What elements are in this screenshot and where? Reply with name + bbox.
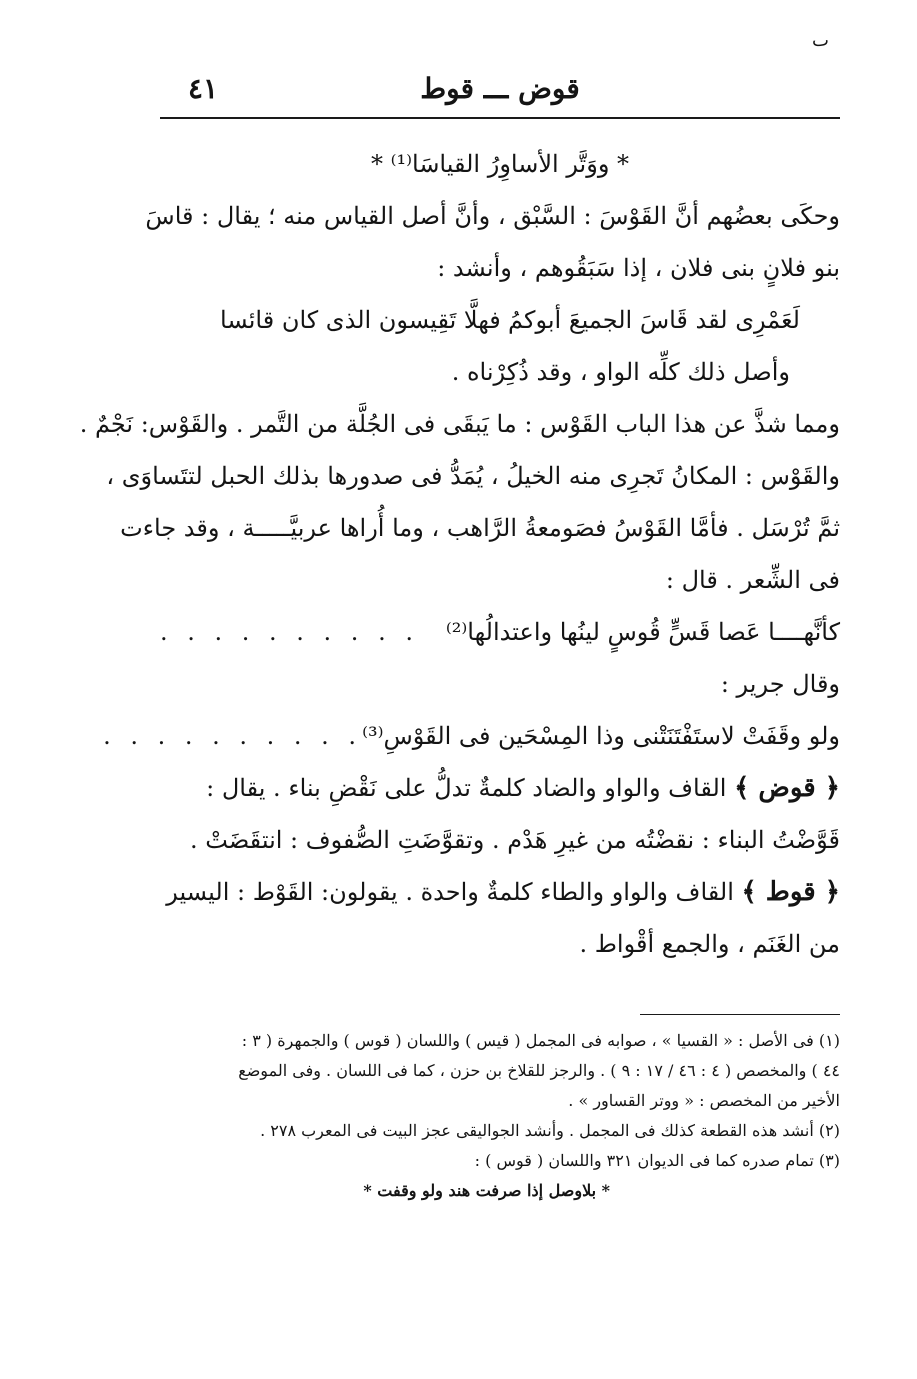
entry-text: القاف والواو والضاد كلمةٌ تدلُّ على نَقْضِ بناء . يقال : xyxy=(206,774,727,802)
running-header xyxy=(160,68,840,112)
verse-text: كأنَّهــــا عَصا قَسٍّ قُوسٍ لينُها واعتدالُها⁽²⁾ xyxy=(445,618,840,646)
paragraph-line: قَوَّضْتُ البناء : نقضْتُه من غيرِ هَدْم . وتقوَّضَتِ الصُّفوف : انتقَضَتْ . xyxy=(190,826,840,854)
verse-hemistich-left: فهلَّا تَقِيسون الذى كان قائسا xyxy=(220,306,501,334)
footnote-verse: * بلاوصل إذا صرفت هند ولو وقفت * xyxy=(363,1181,610,1200)
footnotes xyxy=(160,1026,840,1206)
paragraph-line: والقَوْس : المكانُ تَجرِى منه الخيلُ ، يُمَدُّ فى صدورها بذلك الحبل لتتَساوَى ، xyxy=(106,462,840,490)
paragraph-line: وأصل ذلك كلِّه الواو ، وقد ذُكِرْناه . xyxy=(451,358,790,386)
paragraph-line: من الغَنَم ، والجمع أقْواط . xyxy=(579,930,840,958)
footnote-line: ٤٤ ) والمخصص ( ٤ : ٤٦ / ١٧ : ٩ ) . والرجز للقلاخ بن حزن ، كما فى اللسان . وفى الموضع xyxy=(238,1061,840,1080)
verse-intro: * ووَتَّر الأساوِرُ القياسَا⁽¹⁾ * xyxy=(370,150,630,178)
page-number: ٤١ xyxy=(188,72,219,105)
corner-mark: ٮ xyxy=(812,30,829,51)
paragraph-line: ومما شذَّ عن هذا الباب القَوْس : ما يَبقَى فى الجُلَّة من التَّمر . والقَوْس: نَجْمٌ . xyxy=(79,410,840,438)
paragraph-line: فى الشِّعر . قال : xyxy=(665,566,840,594)
verse-text: ولو وقَفَتْ لاستَفْتَنَتْنى وذا المِسْحَين فى القَوْسِ⁽³⁾ xyxy=(362,722,840,750)
footnote-line: (٣) تمام صدره كما فى الديوان ٣٢١ واللسان ( قوس ) : xyxy=(474,1151,840,1170)
paragraph-line: وقال جرير : xyxy=(720,670,840,698)
header-rule xyxy=(160,117,840,119)
entry-heading-qawd: ﴿ قوض ﴾ xyxy=(734,773,840,803)
verse-hemistich-right: لَعَمْرِى لقد قَاسَ الجميعَ أبوكمُ xyxy=(508,306,800,334)
header-title: قوض ـــ قوط xyxy=(420,72,580,105)
entry-line xyxy=(160,762,840,814)
entry-text: القاف والواو والطاء كلمةٌ واحدة . يقولون: القَوْط : اليسير xyxy=(166,878,734,906)
paragraph-line: بنو فلانٍ بنى فلان ، إذا سَبَقُوهم ، وأنشد : xyxy=(437,254,840,282)
paragraph-line: وحكَى بعضُهم أنَّ القَوْسَ : السَّبْق ، وأنَّ أصل القياس منه ؛ يقال : قاسَ xyxy=(145,202,840,230)
footnote-line: (١) فى الأصل : « القسيا » ، صوابه فى المجمل ( قيس ) واللسان ( قوس ) والجمهرة ( ٣ : xyxy=(241,1031,840,1050)
main-text xyxy=(79,138,840,970)
footnote-line: (٢) أنشد هذه القطعة كذلك فى المجمل . وأنشد الجواليقى عجز البيت فى المعرب ٢٧٨ . xyxy=(260,1121,840,1140)
entry-line xyxy=(160,866,840,918)
footnote-line: الأخير من المخصص : « ووتر القساور » . xyxy=(568,1091,840,1110)
paragraph-line: ثمَّ تُرْسَل . فأمَّا القَوْسُ فصَومعةُ الرَّاهب ، وما أُراها عربيَّـــــة ، وقد جاءت xyxy=(120,514,840,542)
footnote-rule xyxy=(640,1014,840,1015)
entry-heading-qawt: ﴿ قوط ﴾ xyxy=(741,877,840,907)
verse-line xyxy=(103,710,840,762)
verse-line xyxy=(160,606,840,658)
verse-ellipsis: . . . . . . . . . . xyxy=(160,618,419,646)
verse-ellipsis: . . . . . . . . . . xyxy=(103,722,363,750)
verse-line xyxy=(160,294,840,346)
